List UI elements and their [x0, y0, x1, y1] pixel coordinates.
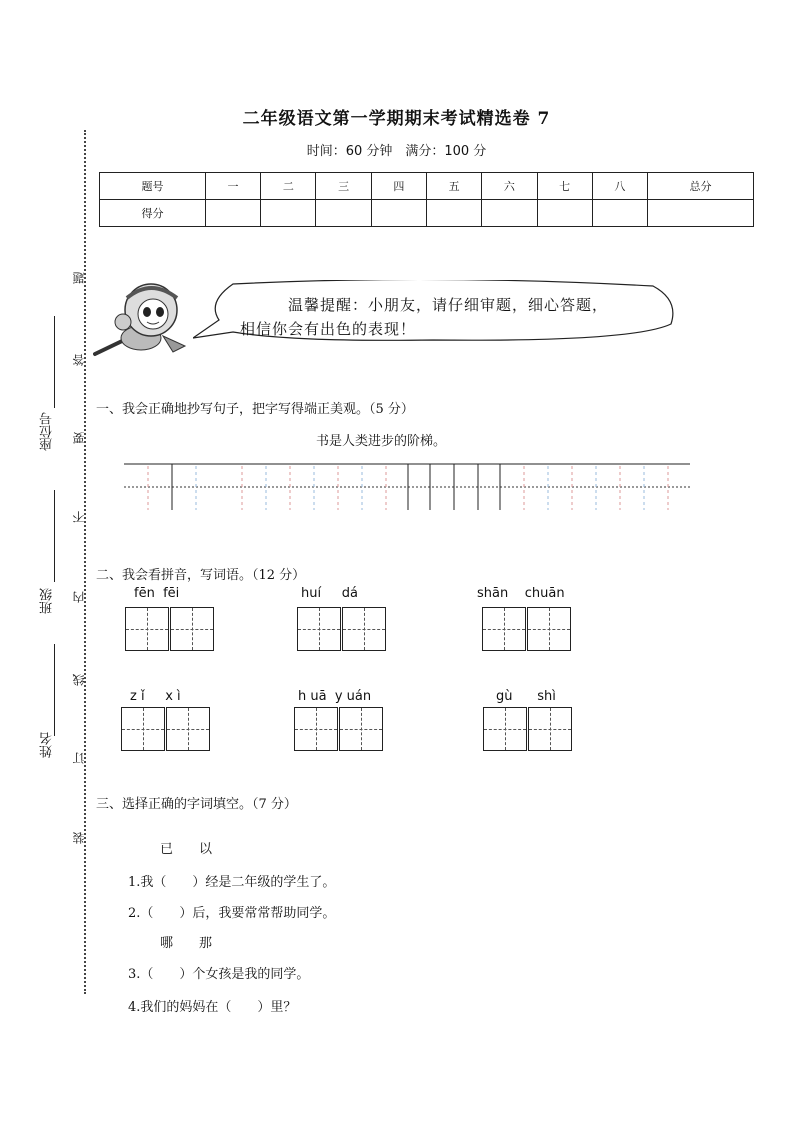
writing-box[interactable] — [528, 707, 572, 751]
score-cell[interactable] — [316, 200, 371, 227]
score-cell[interactable] — [205, 200, 260, 227]
q1-sentence: 书是人类进步的阶梯。 — [316, 434, 447, 449]
binding-char: 线 — [72, 674, 86, 686]
pinyin-label: h uā y uán — [298, 689, 372, 704]
exam-info: 时间：60 分钟 满分：100 分 — [306, 144, 487, 159]
binding-char: 内 — [72, 591, 86, 603]
binding-char: 订 — [72, 752, 86, 764]
option-pair: 已 以 — [160, 842, 213, 857]
header-cell: 一 — [205, 173, 260, 200]
seat-label: 座位号 — [40, 412, 55, 451]
pinyin-label: fēn fēi — [134, 586, 180, 601]
writing-box[interactable] — [527, 607, 571, 651]
binding-char: 装 — [72, 832, 86, 844]
header-cell: 总分 — [648, 173, 754, 200]
q3-heading: 三、选择正确的字词填空。（7 分） — [96, 797, 297, 812]
header-cell: 六 — [482, 173, 537, 200]
score-cell[interactable] — [592, 200, 647, 227]
score-cell[interactable] — [371, 200, 426, 227]
header-cell: 三 — [316, 173, 371, 200]
tip-line-1: 温馨提醒：小朋友，请仔细审题，细心答题， — [288, 296, 609, 314]
score-cell[interactable] — [537, 200, 592, 227]
score-cell[interactable] — [482, 200, 537, 227]
header-cell: 五 — [426, 173, 481, 200]
header-cell: 四 — [371, 173, 426, 200]
writing-box[interactable] — [125, 607, 169, 651]
fill-blank-item[interactable]: 1.我（ ）经是二年级的学生了。 — [128, 875, 336, 890]
writing-box[interactable] — [342, 607, 386, 651]
binding-char: 要 — [72, 432, 86, 444]
score-cell[interactable] — [426, 200, 481, 227]
pinyin-label: z ǐ x ì — [130, 689, 181, 704]
pinyin-label: shān chuān — [477, 586, 565, 601]
option-pair: 哪 那 — [160, 936, 213, 951]
score-table — [99, 172, 754, 227]
binding-char: 题 — [72, 272, 86, 284]
writing-box[interactable] — [166, 707, 210, 751]
writing-box[interactable] — [121, 707, 165, 751]
score-table-header-row — [100, 173, 754, 200]
tip-line-2: 相信你会有出色的表现！ — [240, 320, 417, 338]
score-cell[interactable] — [261, 200, 316, 227]
row-label: 得分 — [100, 200, 206, 227]
score-table-score-row — [100, 200, 754, 227]
pinyin-label: gù shì — [496, 689, 556, 704]
writing-box[interactable] — [483, 707, 527, 751]
class-fill-line[interactable] — [54, 490, 55, 582]
header-cell: 七 — [537, 173, 592, 200]
writing-box[interactable] — [170, 607, 214, 651]
q1-heading: 一、我会正确地抄写句子，把字写得端正美观。（5 分） — [96, 402, 414, 417]
writing-box[interactable] — [339, 707, 383, 751]
q2-heading: 二、我会看拼音，写词语。（12 分） — [96, 568, 306, 583]
writing-box[interactable] — [482, 607, 526, 651]
writing-box[interactable] — [297, 607, 341, 651]
pinyin-label: huí dá — [301, 586, 358, 601]
binding-char: 不 — [72, 511, 86, 523]
header-cell: 题号 — [100, 173, 206, 200]
name-label: 姓名 — [40, 732, 55, 758]
header-cell: 八 — [592, 173, 647, 200]
fill-blank-item[interactable]: 2.（ ）后，我要常常帮助同学。 — [128, 906, 336, 921]
header-cell: 二 — [261, 173, 316, 200]
fill-blank-item[interactable]: 3.（ ）个女孩是我的同学。 — [128, 967, 310, 982]
score-cell[interactable] — [648, 200, 754, 227]
binding-dotted-line — [84, 130, 86, 994]
writing-box[interactable] — [294, 707, 338, 751]
binding-char: 答 — [72, 354, 86, 366]
monkey-mascot-icon — [93, 280, 197, 360]
handwriting-grid[interactable] — [124, 462, 692, 512]
name-fill-line[interactable] — [54, 644, 55, 736]
page-title: 二年级语文第一学期期末考试精选卷 7 — [242, 109, 551, 129]
seat-fill-line[interactable] — [54, 316, 55, 408]
fill-blank-item[interactable]: 4.我们的妈妈在（ ）里？ — [128, 1000, 297, 1015]
class-label: 班级 — [40, 588, 55, 614]
